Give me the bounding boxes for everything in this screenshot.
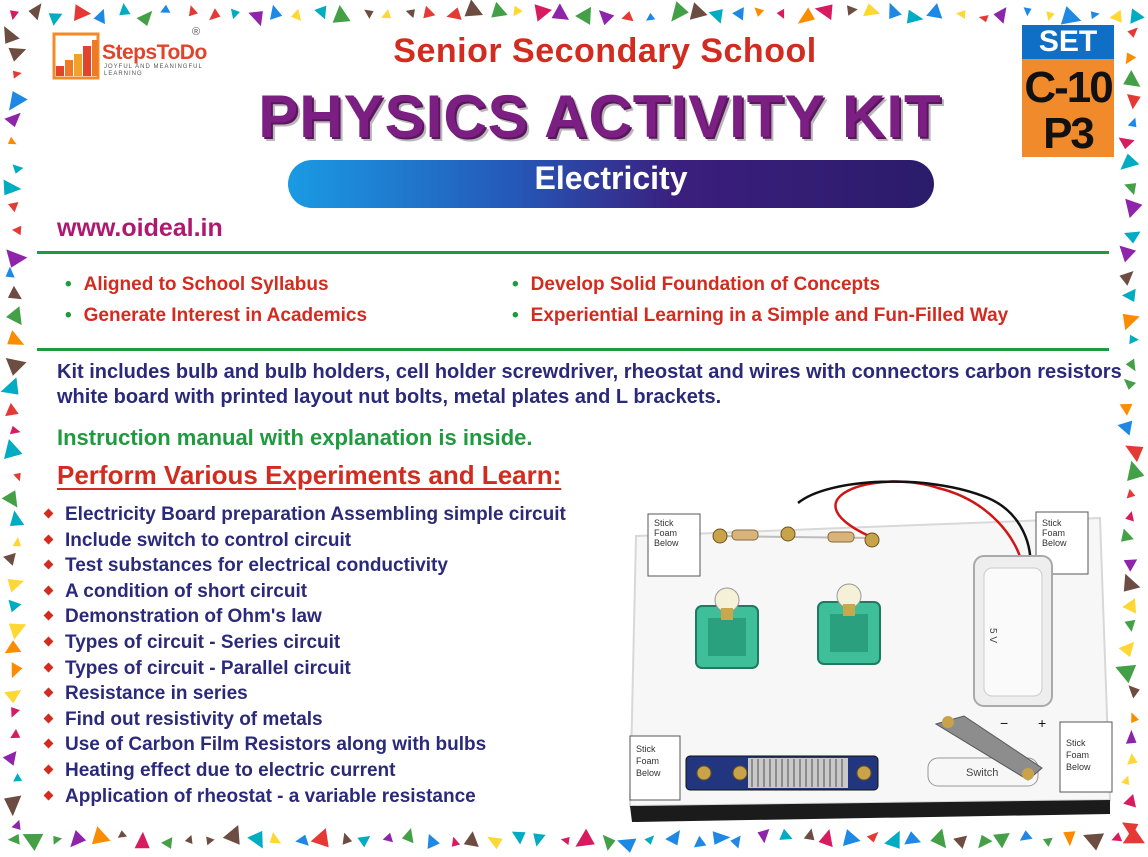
- confetti-piece: [12, 820, 21, 830]
- feature-item: • Generate Interest in Academics: [65, 305, 368, 326]
- confetti-piece: [561, 837, 570, 845]
- confetti-piece: [7, 330, 24, 345]
- confetti-piece: [1120, 154, 1139, 170]
- set-badge: [1022, 25, 1114, 157]
- circuit-board-photo: [628, 478, 1118, 828]
- confetti-piece: [694, 836, 707, 848]
- confetti-piece: [8, 202, 19, 212]
- confetti-piece: [1127, 461, 1144, 481]
- confetti-piece: [1046, 11, 1055, 21]
- confetti-piece: [1126, 359, 1136, 372]
- confetti-piece: [690, 2, 708, 19]
- confetti-piece: [311, 828, 329, 847]
- experiment-item: Demonstration of Ohm's law: [42, 604, 566, 630]
- confetti-piece: [1111, 832, 1122, 841]
- confetti-piece: [9, 600, 22, 613]
- confetti-piece: [815, 4, 833, 20]
- experiment-item: Heating effect due to electric current: [42, 758, 566, 784]
- confetti-piece: [119, 3, 130, 15]
- confetti-piece: [1024, 7, 1032, 16]
- confetti-piece: [9, 624, 27, 640]
- confetti-piece: [1122, 598, 1136, 614]
- confetti-piece: [1130, 8, 1145, 23]
- confetti-piece: [3, 751, 17, 766]
- confetti-piece: [1061, 6, 1081, 24]
- confetti-piece: [13, 164, 24, 173]
- experiments-heading: Perform Various Experiments and Learn:: [57, 460, 562, 490]
- foam-label-foam: Foam: [1042, 528, 1066, 538]
- confetti-piece: [884, 831, 900, 849]
- confetti-piece: [49, 13, 63, 26]
- experiment-item: A condition of short circuit: [42, 579, 566, 605]
- set-code-line1: C-10: [1024, 63, 1112, 112]
- confetti-piece: [12, 226, 21, 236]
- confetti-piece: [4, 796, 21, 817]
- confetti-piece: [930, 829, 946, 849]
- confetti-piece: [1125, 446, 1143, 463]
- confetti-piece: [12, 662, 23, 678]
- confetti-piece: [29, 3, 42, 20]
- confetti-piece: [1115, 665, 1136, 683]
- confetti-piece: [1119, 642, 1135, 658]
- confetti-piece: [978, 835, 992, 849]
- confetti-piece: [8, 579, 25, 592]
- logo-wordmark: StepsToDo: [102, 41, 207, 64]
- confetti-piece: [357, 836, 370, 847]
- confetti-piece: [1020, 830, 1033, 840]
- confetti-piece: [247, 831, 263, 849]
- confetti-piece: [665, 830, 680, 845]
- confetti-piece: [10, 729, 20, 738]
- manual-note: Instruction manual with explanation is inside.: [57, 425, 533, 450]
- confetti-piece: [8, 286, 22, 299]
- divider-bottom: [37, 348, 1109, 351]
- foam-label-foam: Foam: [1066, 750, 1090, 760]
- confetti-piece: [135, 832, 150, 849]
- confetti-piece: [1125, 511, 1134, 521]
- confetti-piece: [1043, 838, 1053, 847]
- confetti-piece: [452, 837, 460, 847]
- confetti-piece: [270, 5, 282, 20]
- experiment-item: Application of rheostat - a variable resistance: [42, 784, 566, 810]
- topic-banner: [288, 160, 934, 208]
- confetti-piece: [671, 1, 689, 21]
- confetti-piece: [730, 836, 740, 849]
- confetti-piece: [819, 829, 833, 847]
- confetti-piece: [185, 835, 193, 844]
- experiment-item: Use of Carbon Film Resistors along with bulbs: [42, 732, 566, 758]
- confetti-piece: [863, 3, 880, 16]
- foam-label-below: Below: [1066, 762, 1091, 772]
- confetti-piece: [383, 833, 393, 842]
- confetti-piece: [646, 13, 655, 21]
- confetti-piece: [956, 10, 966, 19]
- confetti-piece: [4, 690, 21, 703]
- confetti-piece: [953, 836, 967, 849]
- confetti-piece: [709, 9, 723, 24]
- confetti-piece: [617, 839, 636, 853]
- confetti-piece: [74, 4, 91, 21]
- confetti-piece: [1124, 559, 1138, 571]
- foam-label-foam: Foam: [636, 756, 660, 766]
- logo-tagline: JOYFUL AND MEANINGFUL LEARNING: [104, 64, 203, 77]
- confetti-piece: [2, 490, 18, 507]
- cell-voltage-label: 5 V: [987, 628, 998, 644]
- confetti-piece: [161, 837, 172, 849]
- confetti-piece: [464, 831, 479, 847]
- confetti-piece: [535, 4, 552, 21]
- feature-item: • Experiential Learning in a Simple and Fun-Filled Way: [512, 305, 1009, 326]
- confetti-piece: [6, 306, 22, 325]
- confetti-piece: [53, 836, 62, 845]
- confetti-piece: [798, 7, 815, 23]
- confetti-piece: [491, 2, 507, 18]
- confetti-piece: [4, 439, 23, 459]
- confetti-piece: [333, 5, 351, 23]
- confetti-piece: [847, 5, 858, 15]
- confetti-piece: [223, 825, 240, 845]
- confetti-piece: [732, 7, 744, 20]
- confetti-piece: [804, 829, 815, 841]
- confetti-piece: [1109, 10, 1121, 23]
- confetti-piece: [206, 837, 214, 846]
- foam-label-stick: Stick: [654, 518, 674, 528]
- topic-label: Electricity: [534, 160, 688, 196]
- confetti-piece: [446, 7, 461, 20]
- confetti-piece: [993, 833, 1010, 848]
- confetti-piece: [1120, 246, 1137, 263]
- confetti-piece: [248, 11, 263, 26]
- website-link[interactable]: www.oideal.in: [57, 214, 223, 242]
- confetti-piece: [1122, 289, 1136, 302]
- confetti-piece: [1124, 232, 1141, 244]
- confetti-piece: [231, 9, 240, 20]
- experiment-list: [42, 502, 566, 809]
- experiment-item: Electricity Board preparation Assembling simple circuit: [42, 502, 566, 528]
- confetti-piece: [3, 553, 16, 566]
- confetti-piece: [13, 537, 22, 546]
- experiment-item: Types of circuit - Series circuit: [42, 630, 566, 656]
- confetti-piece: [8, 834, 20, 845]
- confetti-piece: [13, 473, 20, 482]
- confetti-piece: [118, 830, 127, 838]
- confetti-piece: [552, 3, 569, 20]
- confetti-piece: [295, 835, 309, 846]
- confetti-piece: [621, 11, 633, 21]
- confetti-piece: [575, 829, 594, 847]
- confetti-piece: [1131, 712, 1139, 723]
- confetti-piece: [94, 9, 105, 24]
- confetti-piece: [979, 15, 989, 22]
- feature-item: • Develop Solid Foundation of Concepts: [512, 274, 881, 295]
- foam-label-below: Below: [636, 768, 661, 778]
- cell-holder: [974, 556, 1052, 706]
- confetti-piece: [779, 829, 792, 840]
- rheostat: [686, 756, 878, 790]
- confetti-piece: [1125, 620, 1136, 632]
- confetti-piece: [644, 835, 654, 844]
- confetti-piece: [92, 826, 111, 844]
- confetti-piece: [5, 403, 19, 416]
- confetti-piece: [1123, 827, 1145, 843]
- confetti-piece: [599, 10, 614, 25]
- confetti-piece: [1118, 421, 1133, 436]
- confetti-piece: [533, 833, 545, 846]
- confetti-piece: [487, 837, 503, 849]
- confetti-piece: [926, 3, 942, 19]
- confetti-piece: [758, 829, 770, 843]
- confetti-piece: [603, 835, 616, 851]
- confetti-piece: [13, 71, 22, 79]
- experiment-item: Include switch to control circuit: [42, 528, 566, 554]
- confetti-piece: [1120, 271, 1134, 286]
- confetti-piece: [381, 9, 391, 18]
- confetti-piece: [10, 10, 19, 20]
- foam-label-stick: Stick: [1066, 738, 1086, 748]
- confetti-piece: [1121, 776, 1129, 785]
- foam-label-foam: Foam: [654, 528, 678, 538]
- set-code-line2: P3: [1043, 109, 1093, 158]
- confetti-piece: [70, 830, 86, 847]
- confetti-piece: [1127, 753, 1137, 765]
- confetti-piece: [291, 9, 301, 21]
- confetti-piece: [5, 640, 22, 653]
- confetti-piece: [1124, 183, 1136, 195]
- confetti-piece: [1063, 831, 1075, 846]
- confetti-piece: [512, 832, 526, 845]
- confetti-piece: [904, 831, 921, 844]
- confetti-piece: [23, 834, 44, 851]
- confetti-piece: [10, 510, 24, 526]
- confetti-piece: [1121, 529, 1134, 542]
- confetti-piece: [423, 6, 435, 18]
- confetti-piece: [1123, 794, 1136, 808]
- confetti-piece: [907, 10, 924, 24]
- divider-top: [37, 251, 1109, 254]
- confetti-piece: [513, 6, 522, 17]
- confetti-piece: [343, 833, 353, 845]
- foam-label-below: Below: [654, 538, 679, 548]
- registered-mark: ®: [192, 26, 201, 38]
- minus-label: −: [1000, 715, 1009, 731]
- set-code-box: [1022, 59, 1114, 157]
- confetti-piece: [406, 9, 415, 18]
- confetti-piece: [189, 5, 198, 16]
- confetti-piece: [843, 829, 861, 846]
- confetti-piece: [10, 426, 21, 434]
- set-label: SET: [1022, 25, 1114, 59]
- confetti-piece: [402, 828, 414, 843]
- confetti-piece: [1122, 822, 1138, 837]
- confetti-piece: [755, 7, 765, 17]
- confetti-piece: [465, 0, 484, 16]
- foam-label-stick: Stick: [1042, 518, 1062, 528]
- confetti-piece: [777, 9, 785, 19]
- confetti-piece: [713, 831, 731, 844]
- experiment-item: Resistance in series: [42, 681, 566, 707]
- confetti-piece: [1128, 685, 1139, 698]
- confetti-piece: [1124, 574, 1141, 592]
- confetti-piece: [160, 5, 170, 13]
- confetti-piece: [137, 11, 153, 26]
- confetti-piece: [1126, 730, 1137, 744]
- confetti-piece: [889, 3, 902, 19]
- confetti-piece: [1, 377, 19, 394]
- confetti-piece: [364, 10, 373, 19]
- confetti-piece: [4, 180, 22, 196]
- confetti-piece: [994, 7, 1007, 24]
- plus-label: +: [1038, 715, 1047, 731]
- experiment-item: Test substances for electrical conductivity: [42, 553, 566, 579]
- confetti-piece: [6, 249, 27, 267]
- confetti-piece: [11, 707, 20, 718]
- switch-label: Switch: [966, 767, 999, 779]
- confetti-piece: [270, 832, 282, 844]
- experiment-item: Find out resistivity of metals: [42, 707, 566, 733]
- confetti-piece: [428, 834, 440, 849]
- confetti-piece: [1125, 199, 1142, 218]
- confetti-piece: [1129, 335, 1139, 345]
- confetti-piece: [867, 832, 879, 843]
- confetti-piece: [13, 773, 22, 781]
- school-level-heading: Senior Secondary School: [393, 32, 817, 70]
- confetti-piece: [6, 267, 15, 278]
- foam-label-stick: Stick: [636, 744, 656, 754]
- confetti-piece: [1083, 833, 1104, 850]
- kit-description: Kit includes bulb and bulb holders, cell holder screwdriver, rheostat and wires with connectors carbon resistors white board with printed layout nut bolts, metal plates and L brackets.: [57, 361, 1122, 408]
- confetti-piece: [314, 6, 326, 20]
- experiment-item: Types of circuit - Parallel circuit: [42, 656, 566, 682]
- confetti-piece: [6, 358, 27, 376]
- confetti-piece: [1123, 314, 1140, 330]
- kit-title: PHYSICS ACTIVITY KIT: [258, 83, 942, 150]
- confetti-piece: [575, 7, 591, 25]
- confetti-piece: [1091, 11, 1100, 19]
- feature-item: • Aligned to School Syllabus: [65, 274, 329, 295]
- confetti-piece: [209, 8, 220, 20]
- confetti-piece: [1127, 489, 1136, 499]
- foam-label-below: Below: [1042, 538, 1067, 548]
- circuit-board-illustration: [628, 478, 1118, 828]
